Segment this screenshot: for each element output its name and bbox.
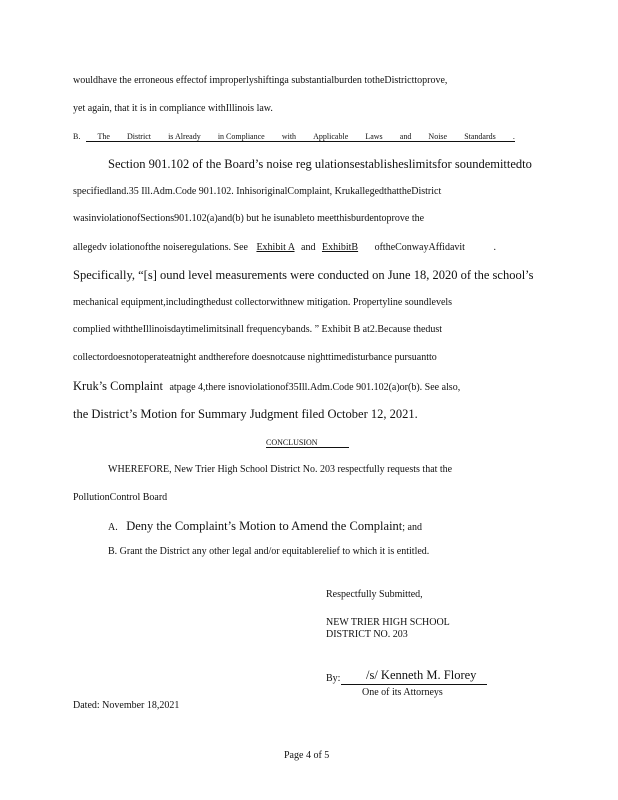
heading-word: Noise [428,132,448,141]
closing: Respectfully Submitted, [326,589,423,600]
by-label: By: [326,673,341,684]
body-text: and [301,242,316,253]
heading-word: is Already [168,132,201,141]
item-letter: A. [108,522,118,533]
exhibit-b-link[interactable]: ExhibitB [321,242,359,253]
heading-word: The [97,132,110,141]
request-item-b: B. Grant the District any other legal and/or equitablerelief to which it is entitled. [108,546,430,557]
heading-word: Laws [365,132,383,141]
heading-word: District [126,132,151,141]
body-line: Section 901.102 of the Board’s noise reg ulationsestablisheslimitsfor soundemittedto [108,157,532,171]
body-line: yet again, that it is in compliance withIllinois law. [73,103,273,114]
exhibit-a-link[interactable]: Exhibit A [256,242,295,253]
body-line-exhibits [73,242,496,254]
body-line: the District’s Motion for Summary Judgment filed October 12, 2021. [73,407,418,421]
page-number: Page 4 of 5 [284,750,330,761]
signature: /s/ Kenneth M. Florey [366,668,477,682]
signature-line [341,684,487,685]
body-line: collectordoesnotoperateatnight andtherefore doesnotcause nighttimedisturbance pursuantto [73,352,437,363]
heading-word: and [399,132,412,141]
heading-underline [86,141,515,142]
body-line [73,379,460,394]
heading-word: Applicable [313,132,349,141]
dated: Dated: November 18,2021 [73,700,180,711]
body-text: oftheConwayAffidavit [374,242,465,253]
body-text: atpage 4,there isnoviolationof35Ill.Adm.Code 901.102(a)or(b). See also, [169,382,461,393]
party-name: DISTRICT NO. 203 [326,629,408,640]
heading-word: in Compliance [217,132,265,141]
item-text: ; and [402,522,422,533]
body-line: wasinviolationofSections901.102(a)and(b) but he isunableto meetthisburdentoprove the [73,213,425,224]
body-line: WHEREFORE, New Trier High School District No. 203 respectfully requests that the [108,464,453,475]
body-text: allegedv iolationofthe noiseregulations. See [73,242,248,253]
item-text: Deny the Complaint’s Motion to Amend the Complaint [126,519,403,533]
heading-word: Standards [464,132,496,141]
party-name: NEW TRIER HIGH SCHOOL [326,617,450,628]
body-line: complied withtheIllinoisdaytimelimitsinall frequencybands. ” Exhibit B at2.Because thedust [73,324,443,335]
body-line: mechanical equipment,includingthedust collectorwithnew mitigation. Propertyline soundlevels [73,297,453,308]
body-line: specifiedland.35 Ill.Adm.Code 901.102. InhisoriginalComplaint, KrukallegedthattheDistrict [73,186,442,197]
signer-role: One of its Attorneys [362,687,443,698]
body-text: Kruk’s Complaint [73,379,163,393]
request-item-a [108,519,422,534]
conclusion-heading: CONCLUSION [266,438,318,447]
conclusion-underline [266,447,349,448]
body-text: . [493,242,496,253]
body-line: wouldhave the erroneous effectof improperlyshiftinga substantialburden totheDistricttoprove, [73,75,448,86]
body-line: Specifically, “[s] ound level measurements were conducted on June 18, 2020 of the school’s [73,268,534,282]
heading-letter: B. [73,132,81,141]
heading-word: with [281,132,297,141]
heading-word: . [512,132,515,141]
body-line: PollutionControl Board [73,492,168,503]
